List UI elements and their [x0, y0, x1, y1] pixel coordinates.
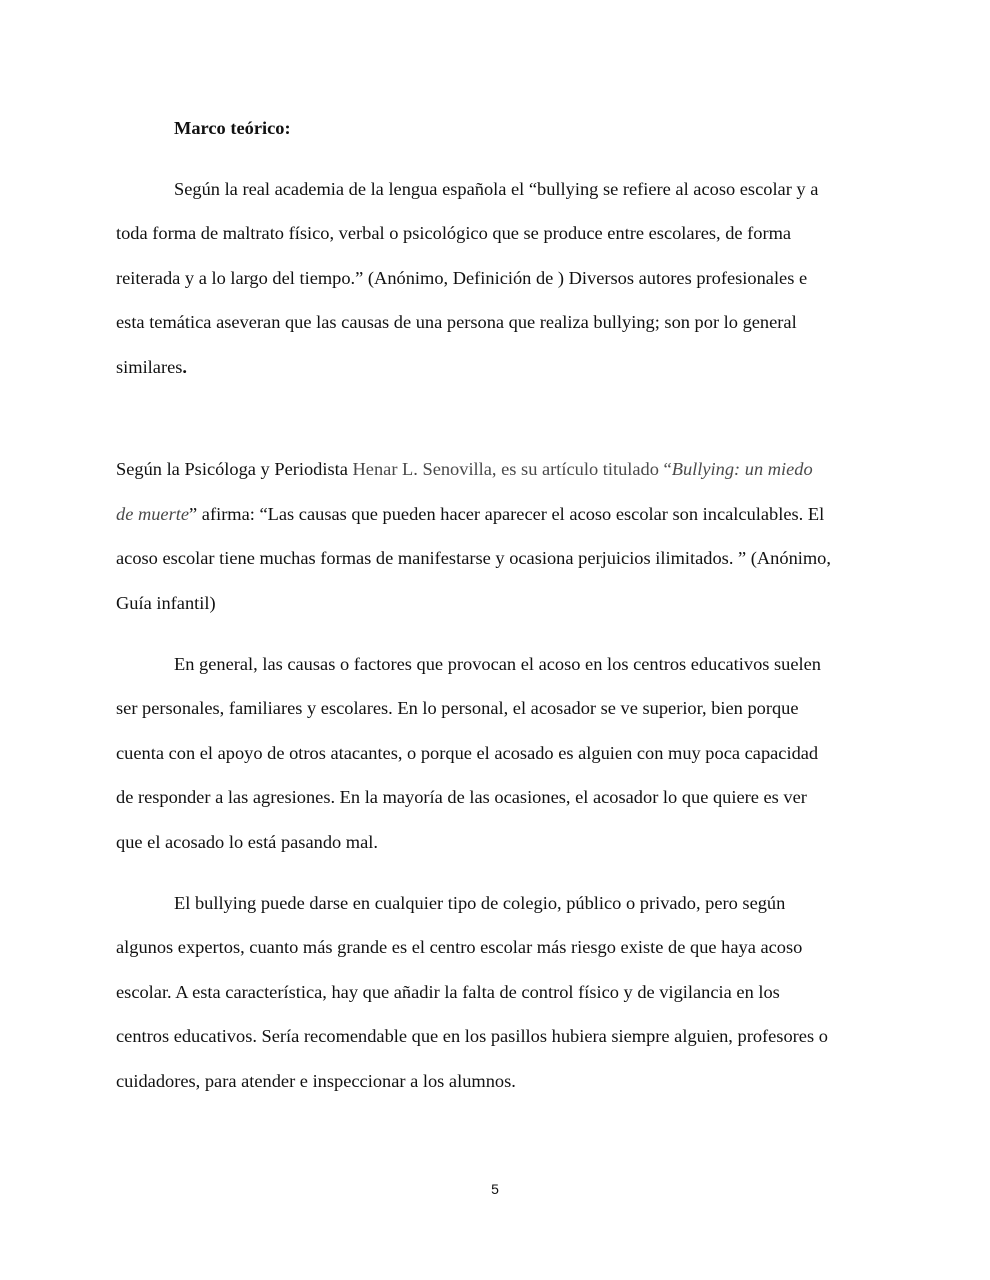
paragraph-4-line-5: cuidadores, para atender e inspeccionar a los alumnos. — [116, 1071, 516, 1091]
paragraph-1-line-3: reiterada y a lo largo del tiempo.” (Anónimo, Definición de ) Diversos autores profesionales e — [116, 268, 808, 288]
paragraph-4-line-3: escolar. A esta característica, hay que añadir la falta de control físico y de vigilancia en los — [116, 982, 780, 1002]
paragraph-1-line-5 — [116, 356, 187, 378]
paragraph-1-line-1: Según la real academia de la lengua española el “bullying se refiere al acoso escolar y a — [174, 179, 819, 199]
paragraph-2-line-1 — [116, 458, 813, 480]
paragraph-2-line-1-intro: Según la Psicóloga y Periodista — [116, 459, 353, 479]
paragraph-1-line-2: toda forma de maltrato físico, verbal o psicológico que se produce entre escolares, de forma — [116, 223, 792, 243]
paragraph-2-author-ref: Henar L. Senovilla, es su artículo titulado “ — [352, 459, 672, 479]
paragraph-4-line-2: algunos expertos, cuanto más grande es el centro escolar más riesgo existe de que haya acoso — [116, 937, 803, 957]
paragraph-2-article-title-part-1: Bullying: un miedo — [671, 459, 813, 479]
paragraph-2-article-title-part-2: de muerte — [116, 504, 190, 524]
page-number: 5 — [491, 1181, 499, 1197]
paragraph-2-quote: ” afirma: “Las causas que pueden hacer aparecer el acoso escolar son incalculables. El — [189, 504, 825, 524]
paragraph-3-line-1: En general, las causas o factores que provocan el acoso en los centros educativos suelen — [174, 654, 822, 674]
paragraph-4-line-1: El bullying puede darse en cualquier tipo de colegio, público o privado, pero según — [174, 893, 786, 913]
paragraph-3-line-4: de responder a las agresiones. En la mayoría de las ocasiones, el acosador lo que quiere es ver — [116, 787, 807, 807]
paragraph-3-line-5: que el acosado lo está pasando mal. — [116, 832, 378, 852]
section-heading: Marco teórico: — [174, 118, 291, 138]
paragraph-1-line-5-text: similares — [116, 357, 183, 377]
paragraph-2-line-2 — [116, 503, 824, 525]
paragraph-3-line-3: cuenta con el apoyo de otros atacantes, o porque el acosado es alguien con muy poca capacidad — [116, 743, 819, 763]
paragraph-1-bold-period: . — [182, 357, 188, 377]
paragraph-2-line-3: acoso escolar tiene muchas formas de manifestarse y ocasiona perjuicios ilimitados. ” (Anónimo, — [116, 548, 831, 568]
paragraph-4-line-4: centros educativos. Sería recomendable que en los pasillos hubiera siempre alguien, profesores o — [116, 1026, 828, 1046]
paragraph-2-line-4: Guía infantil) — [116, 593, 216, 613]
paragraph-1-line-4: esta temática aseveran que las causas de una persona que realiza bullying; son por lo general — [116, 312, 797, 332]
paragraph-3-line-2: ser personales, familiares y escolares. En lo personal, el acosador se ve superior, bien porque — [116, 698, 799, 718]
